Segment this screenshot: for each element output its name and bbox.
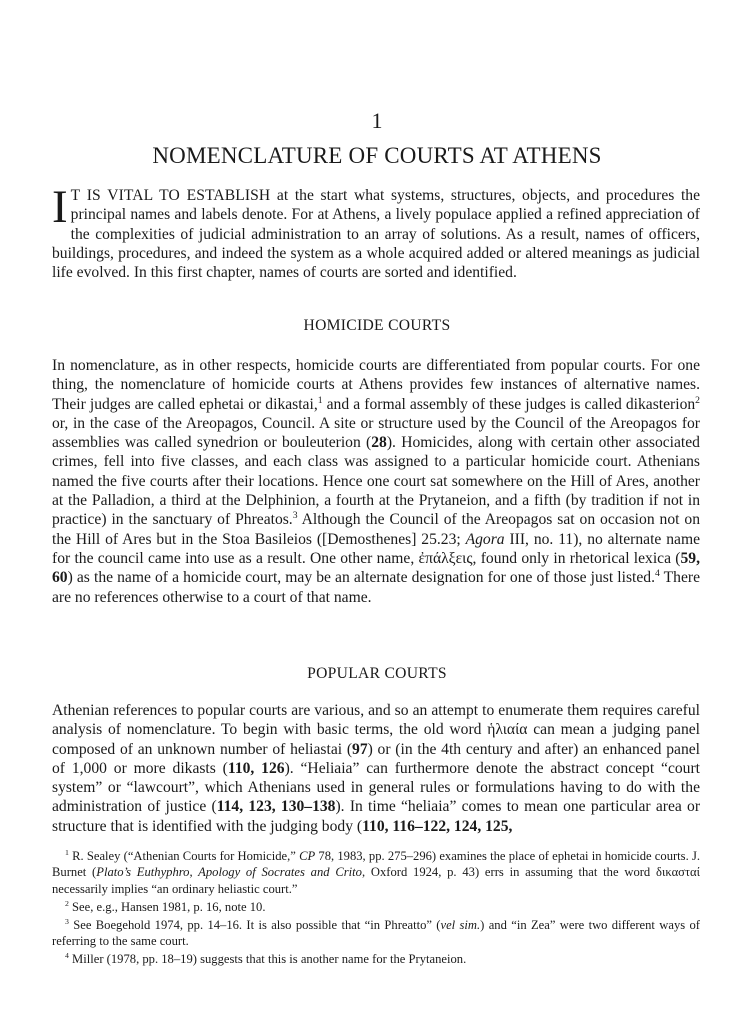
text-run: Miller (1978, pp. 18–19) suggests that this is another name for the Prytaneion. [68, 951, 467, 966]
text-run: See Boegehold 1974, pp. 14–16. It is also possible that “in Phreatto” ( [68, 917, 441, 932]
text-run: or, in the case of the Areopagos, Council. A site or structure used by the Council of the Areopagos for assemblies was called synedrion or bouleuterion ( [52, 414, 700, 452]
text-run: , Oxford 1924, p. 43) errs in assuming that the word δικασταί necessarily implies “an ordinary heliastic court.” [52, 865, 700, 896]
chapter-number: 1 [371, 108, 383, 133]
testimonia-ref: 114, 123, 130–138 [216, 798, 336, 816]
section-heading-popular: POPULAR COURTS [307, 665, 447, 682]
popular-paragraph [52, 701, 700, 836]
text-run: Although the Council of the Areopagos sat on occasion not on the Hill of Ares but in the Stoa Basileios ([Demosthenes] 25.23; [52, 511, 700, 548]
text-run: ) or (in the 4th century and after) an enhanced panel of 1,000 or more dikasts ( [52, 740, 700, 777]
footnote-4 [52, 951, 700, 967]
footnote-1 [52, 848, 700, 897]
footnote-ref-2: 2 [695, 394, 700, 406]
footnote-3 [52, 917, 700, 950]
chapter-title: NOMENCLATURE OF COURTS AT ATHENS [152, 143, 602, 168]
lead-in-caps: T IS VITAL TO ESTABLISH [70, 187, 271, 204]
italic-title: CP [299, 849, 316, 863]
testimonia-ref: 59, 60 [52, 549, 700, 587]
footnote-number: 1 [65, 847, 69, 857]
text-run: ). In time “heliaia” comes to mean one particular area or structure that is identified with the judging body ( [52, 798, 701, 835]
footnote-ref-1: 1 [317, 394, 323, 406]
text-run: III, no. 11), no alternate name for the council came into use as a result. One other name, ἐπάλξεις, found only in rhetorical lexica ( [52, 530, 700, 567]
intro-paragraph [52, 181, 701, 282]
text-run: ) and “in Zea” were two different ways of referring to the same court. [52, 917, 700, 949]
text-run: There are no references otherwise to a court of that name. [52, 569, 700, 606]
footnote-number: 3 [65, 916, 69, 926]
testimonia-ref: 97 [352, 740, 368, 758]
footnote-ref-4: 4 [654, 568, 660, 580]
drop-cap: I [52, 181, 68, 233]
intro-text: at the start what systems, structures, objects, and procedures the principal names and labels denote. For at Athens, a lively populace applied a refined appreciation of the complexities of judicial administration to an array of solutions. As a result, names of officers, buildings, procedures, and indeed the system as a whole acquired added or altered meanings as judicial life evolved. In this first chapter, names of courts are sorted and identified. [52, 187, 701, 282]
footnote-number: 4 [65, 950, 69, 960]
text-run: R. Sealey (“Athenian Courts for Homicide,” [68, 849, 300, 863]
text-run: ). “Heliaia” can furthermore denote the abstract concept “court system” or “lawcourt”, which Athenians used in general rules or formulations having to do with the administration of justice ( [52, 759, 700, 816]
footnote-2 [52, 899, 700, 915]
italic-title: vel sim. [440, 917, 481, 932]
footnotes [52, 848, 700, 969]
section-heading-homicide: HOMICIDE COURTS [303, 317, 451, 334]
testimonia-ref: 28 [371, 434, 387, 452]
text-run: In nomenclature, as in other respects, homicide courts are differentiated from popular courts. For one thing, the nomenclature of homicide courts at Athens provides few instances of alternative names. Their judges are called ephetai or dikastai, [52, 357, 700, 413]
homicide-paragraph [52, 356, 700, 607]
footnote-ref-3: 3 [292, 510, 298, 522]
text-run: 78, 1983, pp. 275–296) examines the place of ephetai in homicide courts. J. Burnet ( [52, 849, 700, 880]
text-run: ) as the name of a homicide court, may be an alternate designation for one of those just listed. [67, 569, 655, 587]
italic-title: Plato’s Euthyphro, Apology of Socrates and Crito [96, 865, 362, 880]
text-run: and a formal assembly of these judges is called dikasterion [322, 395, 696, 413]
text-run: ). Homicides, along with certain other associated crimes, fell into five classes, and each class was assigned to a particular homicide court. Athenians named the five courts after their locations. Hence one court sat somewhere on the Hill of Ares, another at the Palladion, a third at the Delphinion, a fourth at the Prytaneion, and a fifth (by tradition if not in practice) in the sanctuary of Phreatos. [52, 434, 700, 529]
footnote-number: 2 [65, 898, 69, 908]
testimonia-ref: 110, 126 [227, 759, 285, 777]
italic-title: Agora [465, 530, 505, 548]
text-run: Athenian references to popular courts are various, and so an attempt to enumerate them requires careful analysis of nomenclature. To begin with basic terms, the old word ἡλιαία can mean a judging panel composed of an unknown number of heliastai ( [52, 702, 700, 758]
text-run: See, e.g., Hansen 1981, p. 16, note 10. [68, 899, 266, 914]
testimonia-ref: 110, 116–122, 124, 125, [362, 817, 513, 835]
